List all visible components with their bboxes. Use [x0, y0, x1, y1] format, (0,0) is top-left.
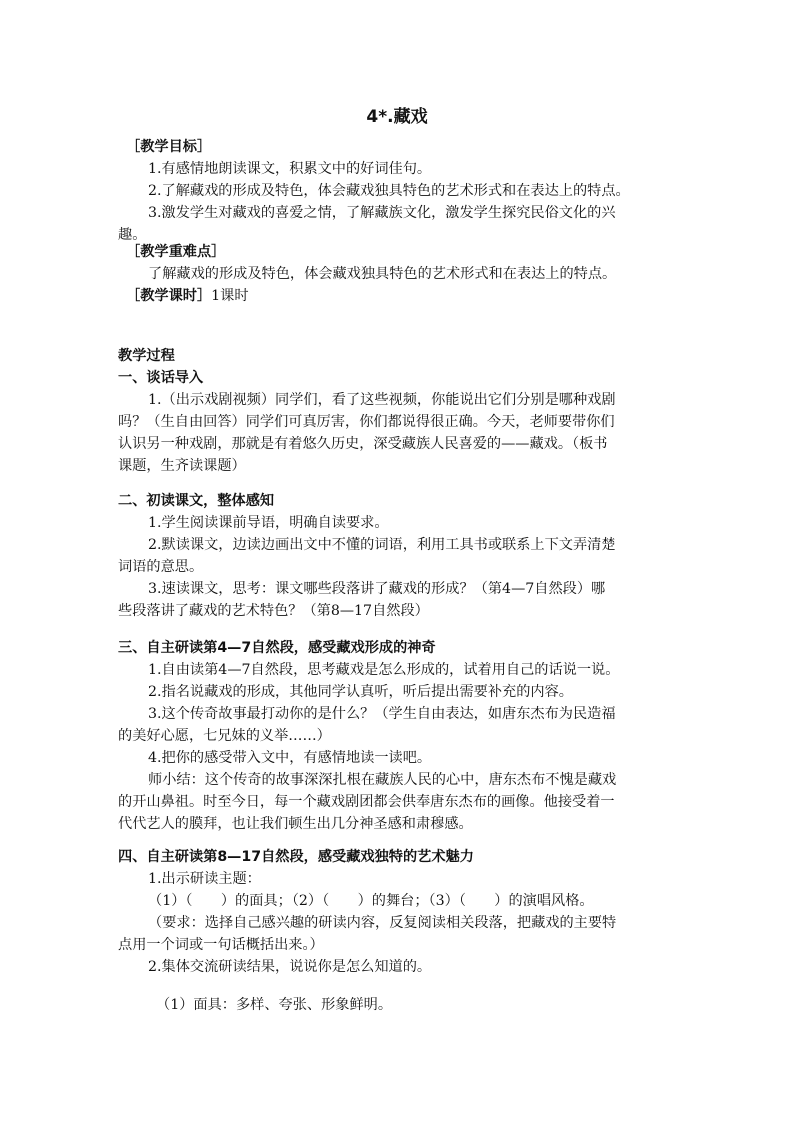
s3-line-1: 1.自由读第4—7自然段，思考藏戏是怎么形成的，试着用自己的话说一说。 — [148, 662, 620, 678]
key-heading: ［教学重难点］ — [126, 244, 226, 260]
s4-line-3: （要求：选择自己感兴趣的研读内容，反复阅读相关段落，把藏戏的主要特 — [148, 915, 617, 931]
s3-heading: 三、自主研读第4—7自然段，感受藏戏形成的神奇 — [118, 640, 436, 656]
s4-line-6: （1）面具：多样、夸张、形象鲜明。 — [156, 997, 393, 1013]
hours-text: 1课时 — [211, 288, 249, 304]
goal-item-3-cont: 趣。 — [118, 227, 147, 243]
s3-line-3: 3.这个传奇故事最打动你的是什么？（学生自由表达，如唐东杰布为民造福 — [148, 706, 616, 722]
s3-line-8: 代代艺人的膜拜，也让我们顿生出几分神圣感和肃穆感。 — [118, 816, 473, 832]
s3-line-6: 师小结：这个传奇的故事深深扎根在藏族人民的心中，唐东杰布不愧是藏戏 — [148, 772, 617, 788]
s1-line-3: 认识另一种戏剧，那就是有着悠久历史，深受藏族人民喜爱的——藏戏。（板书 — [118, 436, 608, 452]
s4-line-4: 点用一个词或一句话概括出来。） — [118, 937, 324, 953]
s3-line-5: 4.把你的感受带入文中，有感情地读一读吧。 — [148, 750, 432, 766]
s4-heading: 四、自主研读第8—17自然段，感受藏戏独特的艺术魅力 — [118, 849, 474, 865]
s2-line-3: 词语的意思。 — [118, 559, 204, 575]
s4-section — [118, 846, 684, 978]
s2-heading: 二、初读课文，整体感知 — [118, 493, 275, 509]
goal-item-2: 2.了解藏戏的形成及特色，体会藏戏独具特色的艺术形式和在表达上的特点。 — [148, 183, 630, 199]
s4-sub-section — [118, 994, 684, 1016]
goals-section — [118, 136, 684, 246]
s4-line-5: 2.集体交流研读结果，说说你是怎么知道的。 — [148, 959, 432, 975]
s2-line-5: 些段落讲了藏戏的艺术特色？（第8—17自然段） — [118, 603, 429, 619]
process-heading: 教学过程 — [118, 348, 175, 364]
hours-heading: ［教学课时］ — [126, 288, 212, 304]
goals-heading: ［教学目标］ — [126, 139, 212, 155]
key-section — [118, 241, 684, 285]
goal-item-3: 3.激发学生对藏戏的喜爱之情，了解藏族文化，激发学生探究民俗文化的兴 — [148, 205, 616, 221]
s2-section — [118, 490, 684, 622]
key-text: 了解藏戏的形成及特色，体会藏戏独具特色的艺术形式和在表达上的特点。 — [148, 266, 617, 282]
hours-section — [118, 285, 684, 307]
process-section — [118, 345, 684, 477]
s1-line-2: 吗？（生自由回答）同学们可真厉害，你们都说得很正确。今天，老师要带你们 — [118, 414, 615, 430]
s1-line-4: 课题，生齐读课题） — [118, 458, 246, 474]
s2-line-4: 3.速读课文，思考：课文哪些段落讲了藏戏的形成？（第4—7自然段）哪 — [148, 581, 606, 597]
s3-line-4: 的美好心愿，七兄妹的义举……） — [118, 728, 331, 744]
s4-line-2: （1）（ ）的面具；（2）（ ）的舞台；（3）（ ）的演唱风格。 — [148, 893, 594, 909]
s1-heading: 一、谈话导入 — [118, 370, 204, 386]
s3-section — [118, 637, 684, 835]
s3-line-2: 2.指名说藏戏的形成，其他同学认真听，听后提出需要补充的内容。 — [148, 684, 573, 700]
s3-line-7: 的开山鼻祖。时至今日，每一个藏戏剧团都会供奉唐东杰布的画像。他接受着一 — [118, 794, 615, 810]
s4-line-1: 1.出示研读主题： — [148, 871, 261, 887]
s1-line-1: 1.（出示戏剧视频）同学们，看了这些视频，你能说出它们分别是哪种戏剧 — [148, 392, 616, 408]
s2-line-1: 1.学生阅读课前导语，明确自读要求。 — [148, 515, 389, 531]
lesson-title: 4*.藏戏 — [366, 107, 428, 127]
goal-item-1: 1.有感情地朗读课文，积累文中的好词佳句。 — [148, 161, 432, 177]
s2-line-2: 2.默读课文，边读边画出文中不懂的词语，利用工具书或联系上下文弄清楚 — [148, 537, 616, 553]
